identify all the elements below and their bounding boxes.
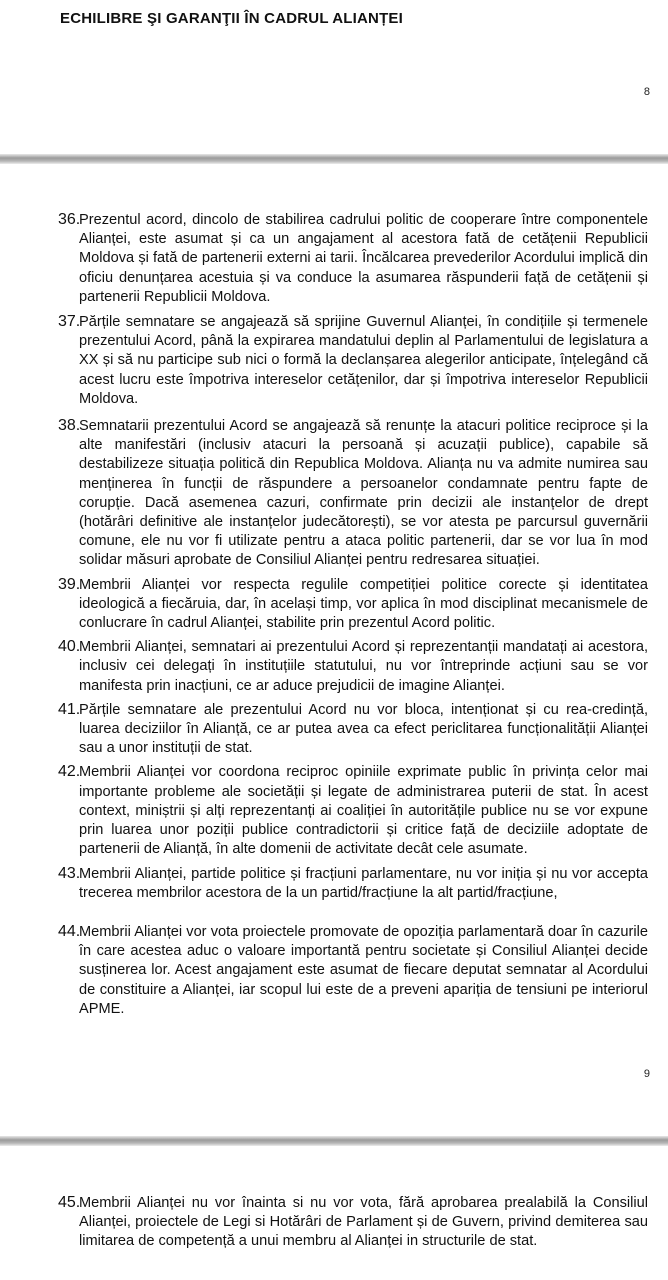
list-item [0,576,668,634]
page-separator [0,154,668,164]
item-number: 38. [58,417,81,435]
item-text: Membrii Alianței vor respecta regulile competiției politice corecte și identitatea ideologică a fiecăruia, dar, în același timp, vor aplica în mod disciplinat mecanismele de conlucrare în cadrul Alianței, stabilite prin prezentul Acord politic. [79,576,648,632]
item-text: Membrii Alianței, semnatari ai prezentului Acord și reprezentanții mandatați ai acestora, inclusiv cei delegați în instituțiile statutului, nu vor întreprinde acțiuni sau se vor manifesta prin inacțiuni, ce ar aduce prejudicii de imagine Alianței. [79,639,648,694]
item-number: 39. [58,575,81,593]
list-item [0,1194,668,1252]
page-number-9: 9 [643,1068,650,1080]
item-text: Membrii Alianței, partide politice și fracțiuni parlamentare, nu vor iniția și nu vor accepta trecerea membrilor acestora de la un partid/fracțiune la alt partid/fracțiune, [79,865,648,901]
item-number: 41. [58,700,81,718]
item-text: Membrii Alianței vor coordona reciproc opiniile exprimate public în privința celor mai importante probleme ale societății și legate de administrarea puterii de stat. În acest context, miniștrii și alți reprezentanți ai coaliției în autoritățile publice nu se vor expune prin luarea unor poziții publice contradictorii și critice față de deciziile adoptate de partenerii de Alianță, în alte domenii de activitate decât cele asumate. [79,764,648,858]
list-item [0,763,668,859]
list-item [0,865,668,903]
list-item [0,638,668,696]
page-number-8: 8 [643,86,650,98]
item-number: 36. [58,211,81,228]
list-item [0,211,668,307]
item-number: 44. [58,922,81,940]
page-separator [0,1136,668,1146]
item-text: Membrii Alianței nu vor înainta si nu vor vota, fără aprobarea prealabilă la Consiliul Alianței, proiectele de Legi si Hotărâri de Parlament și de Guvern, privind demiterea sau limitarea de competență a unui membru al Alianței in structurile de stat. [79,1195,648,1250]
list-item [0,417,668,571]
item-text: Părțile semnatare se angajează să sprijine Guvernul Alianței, în condițiile și termenele prezentului Acord, până la expirarea mandatului deplin al Parlamentului de legislatura a XX și să nu participe sub nici o formă la declanșarea alegerilor anticipate, înțelegând că acest lucru este împotriva intereselor cetățenilor, dar și împotriva intereselor Republicii Moldova. [79,314,648,407]
page-9-body [0,1194,668,1252]
item-number: 37. [58,313,81,331]
item-number: 42. [58,763,81,781]
page-title: ECHILIBRE ŞI GARANŢII ÎN CADRUL ALIANȚEI [60,10,404,27]
item-text: Părțile semnatare ale prezentului Acord nu vor bloca, intenționat și cu rea-credință, luarea deciziilor în Alianță, ce ar putea avea ca efect periclitarea funcționalității Alianței sau a unor instituții de stat. [79,701,648,757]
item-text: Membrii Alianței vor vota proiectele promovate de opoziția parlamentară doar în cazurile în care acestea aduc o valoare importantă pentru societate și Consiliul Alianței decide susținerea lor. Acest angajament este asumat de fiecare deputat semnatar al Acordului de constituire a Alianței, iar scopul lui este de a preveni apariția de tensiuni pe interiorul APME. [79,923,648,1017]
list-item [0,923,668,1019]
list-item [0,313,668,409]
page-8-body [0,211,668,1019]
item-number: 43. [58,864,81,882]
item-text: Semnatarii prezentului Acord se angajează să renunțe la atacuri politice reciproce și la alte manifestări (inclusiv atacuri la persoană și acuzații publice), capabile să destabilizeze situația politică din Republica Moldova. Alianța nu va admite numirea sau menținerea în funcții de răspundere a persoanelor condamnate pentru fapte de corupție. Dacă asemenea cazuri, confirmate prin decizii ale instanțelor de drept (hotărâri definitive ale instanțelor judecătorești), se vor atesta pe parcursul guvernării comune, ele nu vor fi utilizate pentru a ataca politic partenerii, dar se vor lua în mod solidar măsuri aprobate de Consiliul Alianței pentru redresarea situației. [79,418,648,569]
item-number: 40. [58,638,81,656]
list-item [0,701,668,759]
item-text: Prezentul acord, dincolo de stabilirea cadrului politic de cooperare între componentele Alianței, este asumat și ca un angajament al acestora fată de cetățenii Republicii Moldova și fată de partenerii externi ai tarii. Încălcarea prevederilor Acordului implică din oficiu denunțarea acestuia și va conduce la asumarea răspunderii față de cetățenii și partenerii Republicii Moldova. [79,212,648,305]
item-number: 45. [58,1194,81,1211]
